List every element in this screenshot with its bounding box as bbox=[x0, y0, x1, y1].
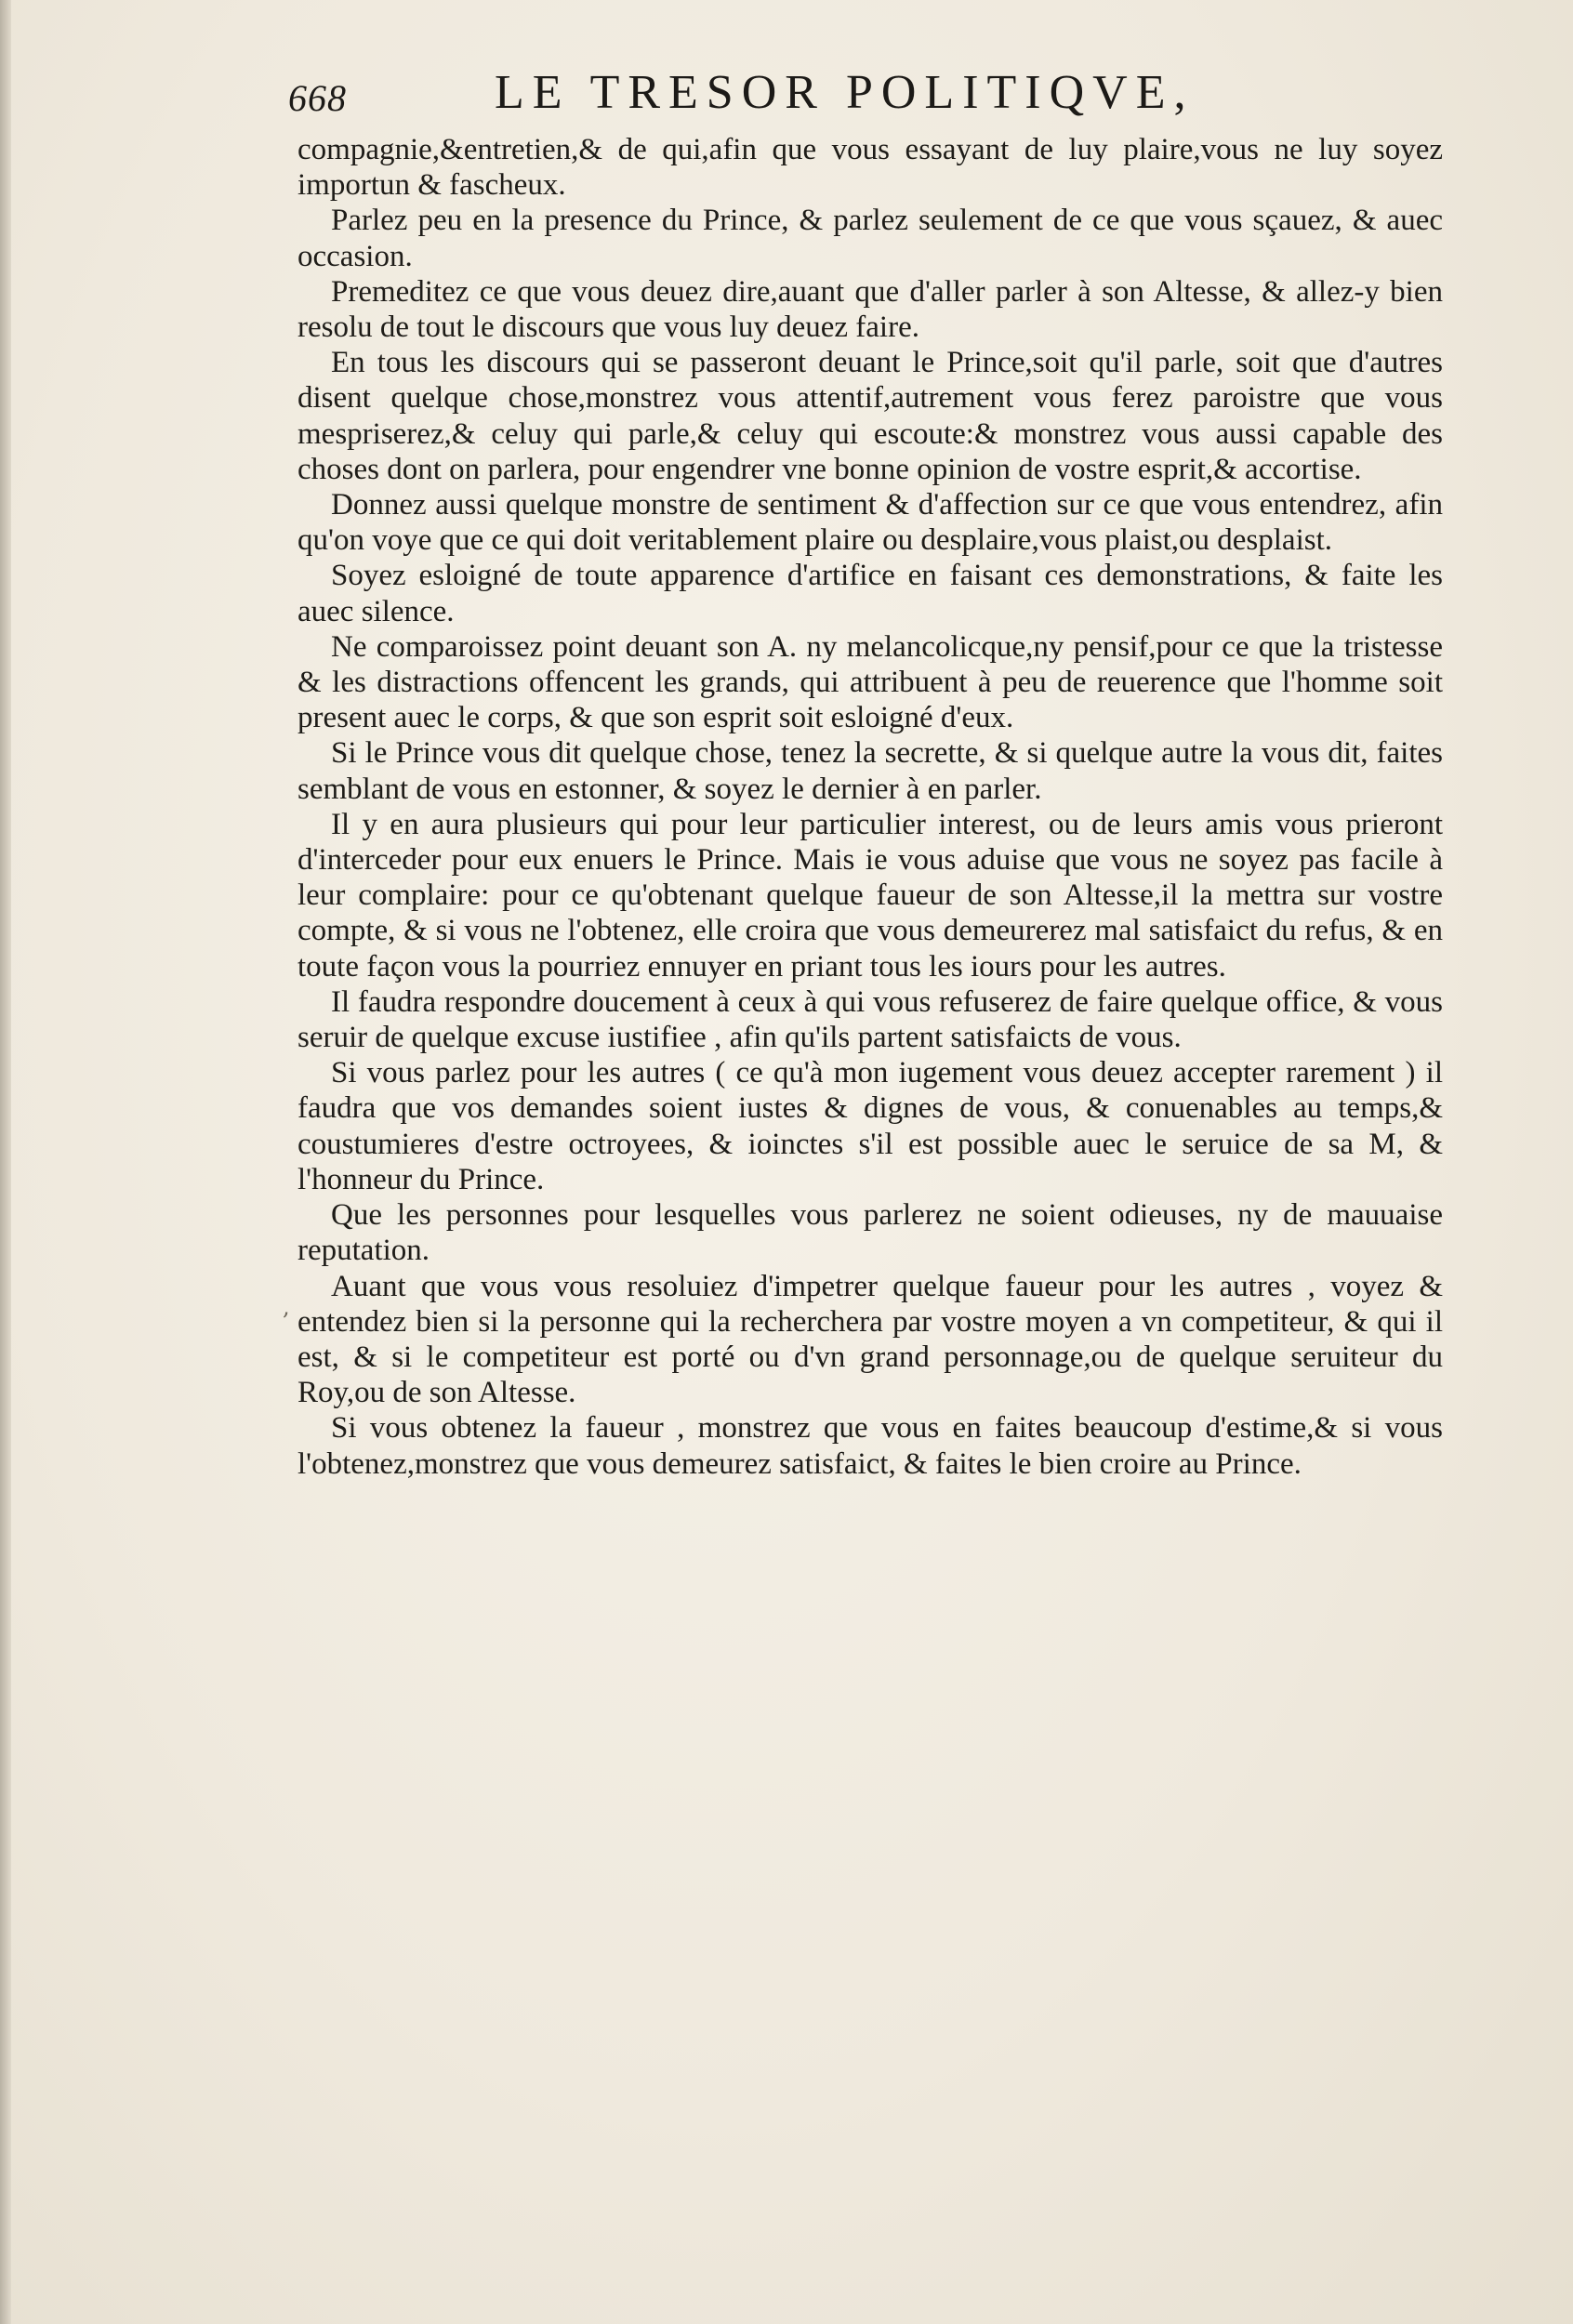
page-number: 668 bbox=[288, 77, 347, 119]
paragraph: compagnie,&entretien,& de qui,afin que vous essayant de luy plaire,vous ne luy soyez importun & fascheux. bbox=[297, 133, 1443, 203]
paragraph: Si vous obtenez la faueur , monstrez que vous en faites beaucoup d'estime,& si vous l'obtenez,monstrez que vous demeurez satisfaict, & faites le bien croire au Prince. bbox=[297, 1411, 1443, 1481]
paragraph: Si le Prince vous dit quelque chose, tenez la secrette, & si quelque autre la vous dit, faites semblant de vous en estonner, & soyez le dernier à en parler. bbox=[297, 736, 1443, 806]
paragraph: Ne comparoissez point deuant son A. ny melancolicque,ny pensif,pour ce que la tristesse & les distractions offencent les grands, qui attribuent à peu de reuerence que l'homme soit present auec le corps, & que son esprit soit esloigné d'eux. bbox=[297, 629, 1443, 735]
page-header bbox=[288, 65, 1460, 130]
paragraph: Que les personnes pour lesquelles vous parlerez ne soient odieuses, ny de mauuaise reputation. bbox=[297, 1198, 1443, 1268]
paragraph: Il y en aura plusieurs qui pour leur particulier interest, ou de leurs amis vous prieront d'interceder pour eux enuers le Prince. Mais ie vous aduise que vous ne soyez pas facile à leur complaire: pour ce qu'obtenant quelque faueur de son Altesse,il la mettra sur vostre compte, & si vous ne l'obtenez, elle croira que vous demeurerez mal satisfaict du refus, & en toute façon vous la pourriez ennuyer en priant tous les iours pour les autres. bbox=[297, 807, 1443, 984]
margin-mark: , bbox=[283, 1294, 290, 1320]
book-page bbox=[11, 0, 1573, 2324]
paragraph: En tous les discours qui se passeront deuant le Prince,soit qu'il parle, soit que d'autres disent quelque chose,monstrez vous attentif,autrement vous ferez paroistre que vous mespriserez,& celuy qui parle,& celuy qui escoute:& monstrez vous aussi capable des choses dont on parlera, pour engendrer vne bonne opinion de vostre esprit,& accortise. bbox=[297, 346, 1443, 486]
paragraph: Parlez peu en la presence du Prince, & parlez seulement de ce que vous sçauez, & auec occasion. bbox=[297, 204, 1443, 273]
paragraph: Il faudra respondre doucement à ceux à qui vous refuserez de faire quelque office, & vous seruir de quelque excuse iustifiee , afin qu'ils partent satisfaicts de vous. bbox=[297, 984, 1443, 1055]
paragraph: Premeditez ce que vous deuez dire,auant que d'aller parler à son Altesse, & allez-y bien resolu de tout le discours que vous luy deuez faire. bbox=[297, 274, 1443, 345]
running-title: LE TRESOR POLITIQVE, bbox=[495, 66, 1195, 119]
paragraph: Donnez aussi quelque monstre de sentiment & d'affection sur ce que vous entendrez, afin qu'on voye que ce qui doit veritablement plaire ou desplaire,vous plaist,ou desplaist. bbox=[297, 488, 1443, 558]
page-body bbox=[297, 132, 1443, 1482]
scan-binding-edge bbox=[0, 0, 11, 2324]
paragraph: Auant que vous vous resoluiez d'impetrer quelque faueur pour les autres , voyez & entendez bien si la personne qui la recherchera par vostre moyen a vn competiteur, & qui il est, & si le competiteur est porté ou d'vn grand personnage,ou de quelque seruiteur du Roy,ou de son Altesse. bbox=[297, 1269, 1443, 1410]
paragraph: Soyez esloigné de toute apparence d'artifice en faisant ces demonstrations, & faite les auec silence. bbox=[297, 559, 1443, 628]
paragraph: Si vous parlez pour les autres ( ce qu'à mon iugement vous deuez accepter rarement ) il faudra que vos demandes soient iustes & dignes de vous, & conuenables au temps,& coustumieres d'estre octroyees, & ioinctes s'il est possible auec le seruice de sa M, & l'honneur du Prince. bbox=[297, 1056, 1443, 1196]
